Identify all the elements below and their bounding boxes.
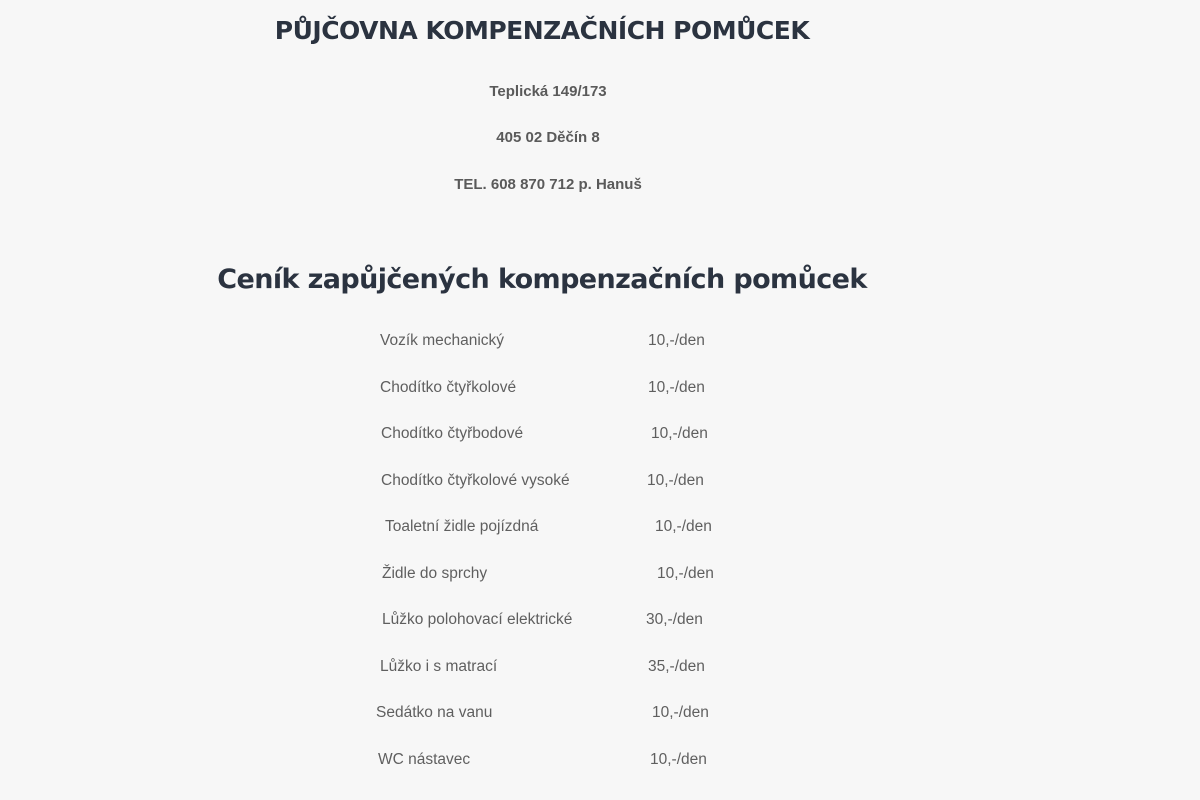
item-name: Chodítko čtyřkolové vysoké: [381, 472, 570, 489]
item-price: 30,-/den: [646, 611, 703, 628]
item-name: Chodítko čtyřbodové: [381, 425, 524, 442]
item-price: 10,-/den: [651, 425, 708, 442]
item-price: 10,-/den: [648, 332, 705, 349]
price-row: [0, 656, 1200, 678]
item-name: Lůžko i s matrací: [380, 658, 498, 675]
price-row: [0, 702, 1200, 724]
price-row: [0, 609, 1200, 631]
item-name: Vozík mechanický: [380, 332, 505, 349]
item-name: Sedátko na vanu: [376, 704, 493, 721]
item-price: 10,-/den: [647, 472, 704, 489]
item-name: Židle do sprchy: [382, 565, 488, 582]
price-row: [0, 563, 1200, 585]
page-title: PŮJČOVNA KOMPENZAČNÍCH POMŮCEK: [274, 16, 810, 45]
item-price: 35,-/den: [648, 658, 705, 675]
price-row: [0, 423, 1200, 445]
item-price: 10,-/den: [650, 751, 707, 768]
price-row: [0, 470, 1200, 492]
item-name: WC nástavec: [378, 751, 471, 768]
price-row: [0, 516, 1200, 538]
item-price: 10,-/den: [657, 565, 714, 582]
price-row: [0, 749, 1200, 771]
price-row: [0, 377, 1200, 399]
item-price: 10,-/den: [648, 379, 705, 396]
item-price: 10,-/den: [652, 704, 709, 721]
item-price: 10,-/den: [655, 518, 712, 535]
item-name: Toaletní židle pojízdná: [385, 518, 539, 535]
item-name: Lůžko polohovací elektrické: [382, 611, 573, 628]
address-street: Teplická 149/173: [489, 83, 607, 100]
price-row: [0, 330, 1200, 352]
item-name: Chodítko čtyřkolové: [380, 379, 517, 396]
address-city: 405 02 Děčín 8: [496, 129, 600, 146]
pricelist-title: Ceník zapůjčených kompenzačních pomůcek: [217, 264, 867, 295]
phone-contact: TEL. 608 870 712 p. Hanuš: [454, 176, 642, 193]
